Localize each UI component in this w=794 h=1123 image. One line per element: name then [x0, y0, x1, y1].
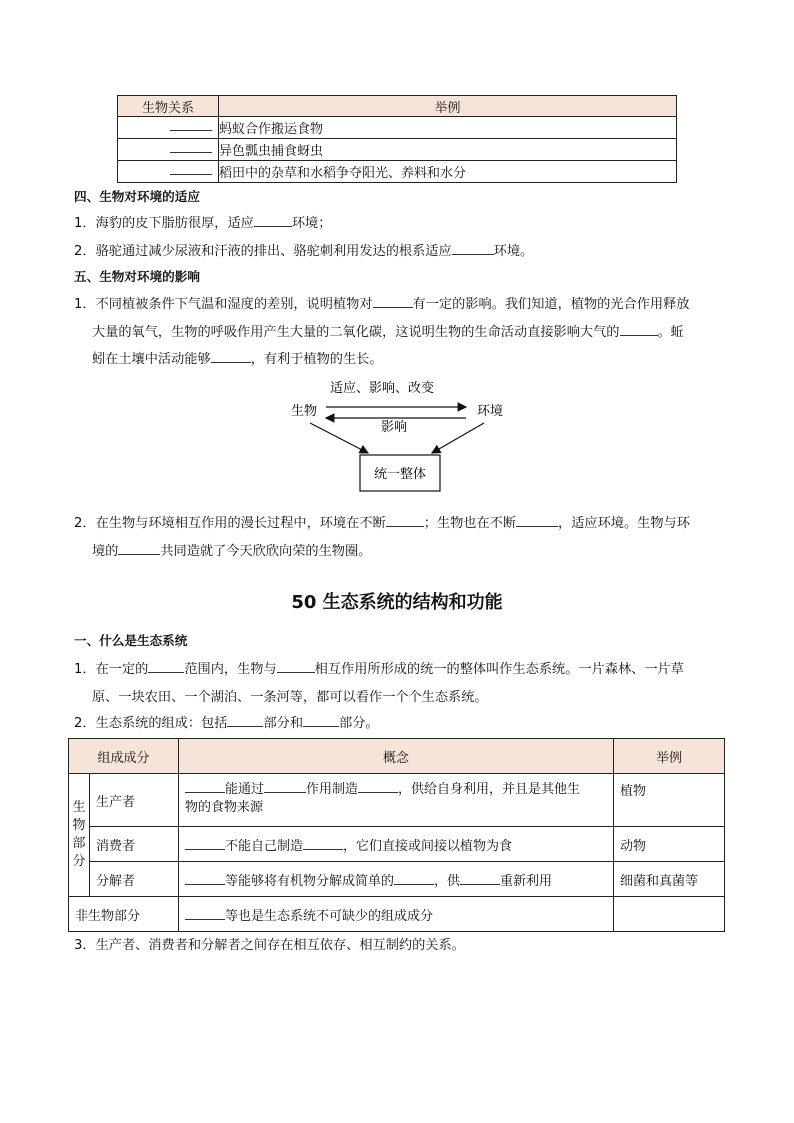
fill-blank[interactable] — [620, 323, 658, 336]
producer-example: 植物 — [614, 774, 725, 827]
diagram-environment-label: 环境 — [476, 404, 504, 419]
fill-blank[interactable] — [170, 142, 212, 153]
fill-blank[interactable] — [170, 120, 212, 131]
blank-cell[interactable] — [118, 139, 219, 161]
blank-cell[interactable] — [118, 161, 219, 183]
section5-item2-line1: 2．在生物与环境相互作用的漫长过程中，环境在不断 ；生物也在不断 ，适应环境。生物与环 — [74, 516, 690, 531]
fill-blank[interactable] — [227, 714, 263, 727]
section1-heading: 一、什么是生态系统 — [74, 633, 188, 648]
consumer-concept: 不能自己制造 ，它们直接或间接以植物为食 — [179, 827, 614, 862]
fill-blank[interactable] — [148, 660, 184, 673]
section4-item1: 1．海豹的皮下脂肪很厚，适应 环境； — [74, 216, 332, 231]
diagram-mid-label: 影响 — [380, 420, 408, 435]
fill-blank[interactable] — [358, 780, 398, 793]
fill-blank[interactable] — [170, 164, 212, 175]
section5-heading: 五、生物对环境的影响 — [74, 269, 200, 284]
table-row — [69, 774, 725, 827]
abiotic-concept: 等也是生态系统不可缺少的组成成分 — [179, 897, 614, 932]
header-component: 组成成分 — [69, 739, 179, 774]
table-row — [69, 862, 725, 897]
consumer-name: 消费者 — [90, 827, 179, 862]
example-cell: 异色瓢虫捕食蚜虫 — [219, 139, 677, 161]
producer-name: 生产者 — [90, 774, 179, 827]
section1-item1-line1: 1．在一定的 范围内，生物与 相互作用所形成的统一的整体叫作生态系统。一片森林、一片草 — [74, 662, 684, 677]
section4-heading: 四、生物对环境的适应 — [74, 189, 200, 204]
table-row — [118, 139, 677, 161]
section1-item1-line2: 原、一块农田、一个湖泊、一条河等，都可以看作一个个生态系统。 — [92, 690, 488, 705]
fill-blank[interactable] — [516, 514, 558, 527]
diagram-box-label: 统一整体 — [373, 467, 427, 482]
fill-blank[interactable] — [303, 714, 339, 727]
table-row — [118, 161, 677, 183]
fill-blank[interactable] — [264, 780, 306, 793]
fill-blank[interactable] — [185, 780, 225, 793]
fill-blank[interactable] — [394, 872, 434, 885]
diagram-top-label: 适应、影响、改变 — [329, 381, 435, 396]
arrow-organism-to-whole — [310, 423, 368, 453]
fill-blank[interactable] — [118, 542, 160, 555]
fill-blank[interactable] — [254, 214, 292, 227]
header-concept: 概念 — [179, 739, 614, 774]
decomposer-name: 分解者 — [90, 862, 179, 897]
fill-blank[interactable] — [452, 242, 494, 255]
decomposer-concept: 等能够将有机物分解成简单的 ，供 重新利用 — [179, 862, 614, 897]
section5-item1-line3: 蚓在土壤中活动能够 ，有利于植物的生长。 — [92, 352, 383, 367]
biotic-label: 生 物 部 分 — [69, 774, 90, 897]
fill-blank[interactable] — [185, 872, 225, 885]
relationship-table — [117, 95, 677, 183]
table-row — [69, 897, 725, 932]
chapter-title: 50 生态系统的结构和功能 — [291, 592, 503, 613]
header-relationship: 生物关系 — [118, 96, 219, 117]
example-cell: 稻田中的杂草和水稻争夺阳光、养料和水分 — [219, 161, 677, 183]
section5-item1-line1: 1．不同植被条件下气温和湿度的差别，说明植物对 有一定的影响。我们知道，植物的光合作用释放 — [74, 297, 690, 312]
diagram-organism-label: 生物 — [290, 404, 318, 419]
header-example: 举例 — [219, 96, 677, 117]
abiotic-name: 非生物部分 — [69, 897, 179, 932]
fill-blank[interactable] — [386, 514, 424, 527]
fill-blank[interactable] — [373, 295, 413, 308]
consumer-example: 动物 — [614, 827, 725, 862]
decomposer-example: 细菌和真菌等 — [614, 862, 725, 897]
blank-cell[interactable] — [118, 117, 219, 139]
header-example: 举例 — [614, 739, 725, 774]
producer-concept: 能通过 作用制造 ，供给自身利用，并且是其他生 物的食物来源 — [179, 774, 614, 827]
section1-item2: 2．生态系统的组成：包括 部分和 部分。 — [74, 716, 379, 731]
fill-blank[interactable] — [460, 872, 500, 885]
arrow-environment-to-whole — [432, 423, 484, 453]
fill-blank[interactable] — [185, 837, 225, 850]
fill-blank[interactable] — [277, 660, 315, 673]
section4-item2: 2．骆驼通过减少尿液和汗液的排出、骆驼刺利用发达的根系适应 环境。 — [74, 244, 534, 259]
section5-item1-line2: 大量的氧气，生物的呼吸作用产生大量的二氧化碳，这说明生物的生命活动直接影响大气的 。蚯 — [92, 325, 684, 340]
fill-blank[interactable] — [185, 907, 225, 920]
table-row — [118, 117, 677, 139]
fill-blank[interactable] — [303, 837, 343, 850]
abiotic-example — [614, 897, 725, 932]
ecosystem-components-table — [68, 738, 725, 932]
example-cell: 蚂蚁合作搬运食物 — [219, 117, 677, 139]
fill-blank[interactable] — [211, 350, 251, 363]
organism-environment-diagram — [280, 375, 520, 500]
section1-item3: 3．生产者、消费者和分解者之间存在相互依存、相互制约的关系。 — [74, 938, 465, 953]
section5-item2-line2: 境的 共同造就了今天欣欣向荣的生物圈。 — [92, 544, 372, 559]
table-row — [69, 827, 725, 862]
